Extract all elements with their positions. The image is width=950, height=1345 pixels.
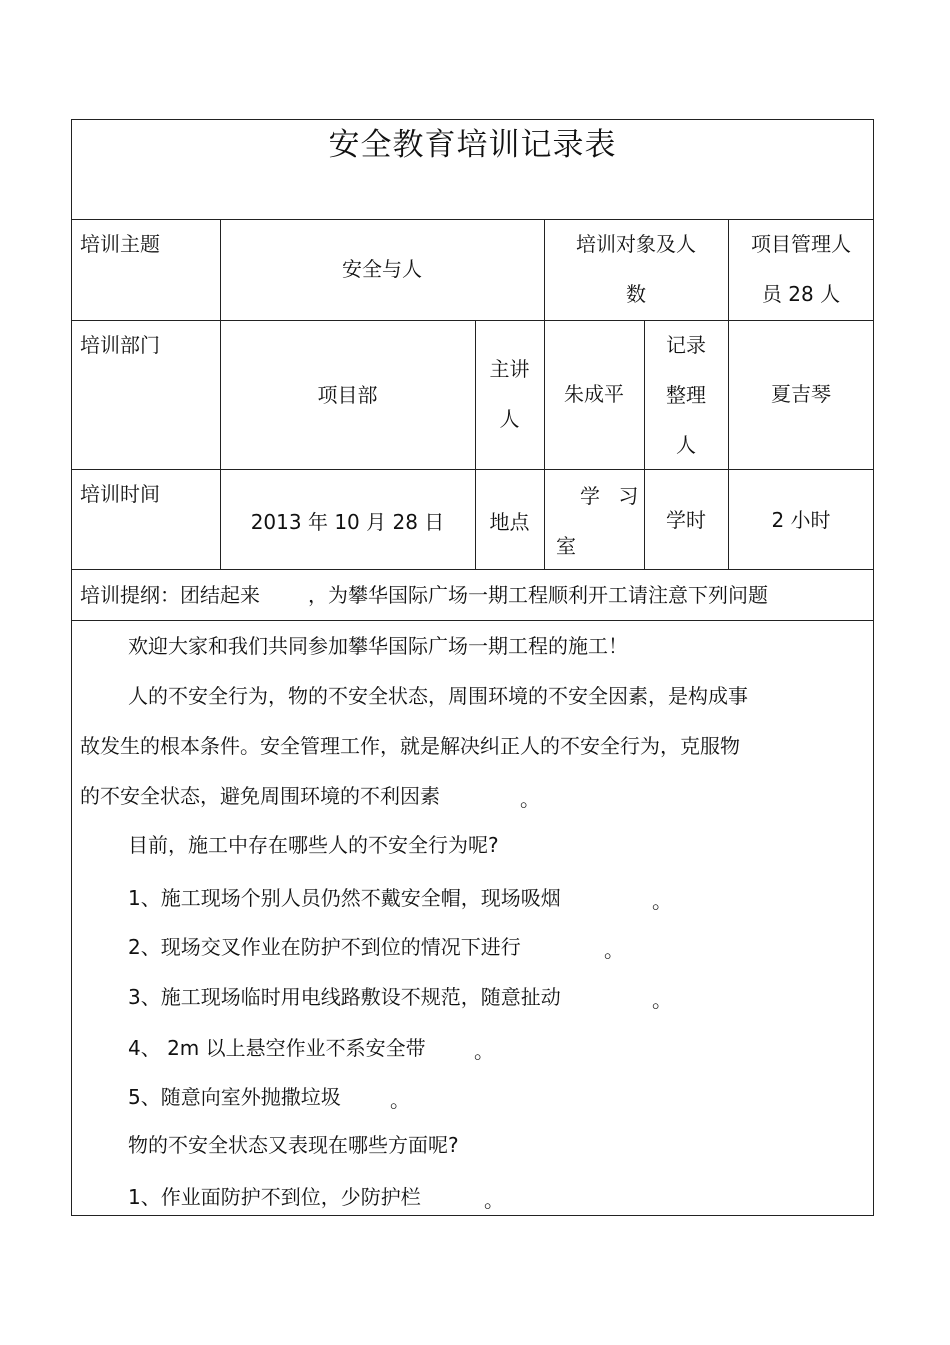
question-heading: 目前，施工中存在哪些人的不安全行为呢?	[128, 833, 499, 857]
dept-value: 项目部	[317, 383, 378, 407]
page-title: 安全教育培训记录表	[328, 127, 617, 163]
place-value-line2: 室	[556, 534, 576, 558]
row-divider	[71, 620, 874, 621]
recorder-label-line2: 整理	[666, 383, 706, 407]
list-item: 5、随意向室外抛撒垃圾	[128, 1085, 341, 1109]
target-value-line1: 项目管理人	[751, 232, 851, 256]
paragraph-line: 故发生的根本条件。安全管理工作，就是解决纠正人的不安全行为，克服物	[80, 734, 740, 758]
outline-label: 培训提纲：团结起来	[80, 583, 260, 607]
row-divider	[71, 469, 874, 470]
topic-value: 安全与人	[342, 257, 422, 281]
col-divider	[544, 320, 545, 569]
list-item-end: 。	[652, 889, 672, 913]
row-divider	[71, 320, 874, 321]
list-item-end: 。	[604, 938, 624, 962]
time-label: 培训时间	[80, 482, 160, 506]
list-item-end: 。	[474, 1039, 494, 1063]
list-item-end: 。	[484, 1188, 504, 1212]
recorder-value: 夏吉琴	[771, 382, 831, 406]
lecturer-label-line2: 人	[499, 407, 520, 431]
lecturer-value: 朱成平	[564, 382, 624, 406]
question-heading: 物的不安全状态又表现在哪些方面呢?	[128, 1133, 459, 1157]
paragraph-line: 的不安全状态，避免周围环境的不利因素	[80, 784, 440, 808]
paragraph-end: 。	[520, 787, 540, 811]
outline-text: ，为攀华国际广场一期工程顺利开工请注意下列问题	[308, 583, 768, 607]
place-label: 地点	[489, 510, 530, 534]
list-item: 1、作业面防护不到位，少防护栏	[128, 1185, 421, 1209]
list-item: 4、 2m 以上悬空作业不系安全带	[128, 1036, 426, 1060]
lecturer-label-line1: 主讲	[489, 357, 530, 381]
welcome-text: 欢迎大家和我们共同参加攀华国际广场一期工程的施工！	[128, 634, 628, 658]
hours-value: 2 小时	[771, 508, 831, 532]
row-divider	[71, 219, 874, 220]
target-label-line2: 数	[626, 282, 646, 306]
recorder-label-line1: 记录	[666, 333, 706, 357]
topic-label: 培训主题	[80, 232, 160, 256]
list-item: 1、施工现场个别人员仍然不戴安全帽，现场吸烟	[128, 886, 561, 910]
recorder-label-line3: 人	[676, 433, 696, 457]
list-item-end: 。	[652, 988, 672, 1012]
row-divider	[71, 569, 874, 570]
hours-label: 学时	[666, 508, 706, 532]
place-value-line1: 学 习	[580, 484, 639, 508]
time-value: 2013 年 10 月 28 日	[250, 510, 445, 534]
list-item-end: 。	[390, 1088, 410, 1112]
target-label-line1: 培训对象及人	[576, 232, 696, 256]
dept-label: 培训部门	[80, 333, 160, 357]
target-value-line2: 员 28 人	[761, 282, 841, 306]
paragraph-line: 人的不安全行为，物的不安全状态，周围环境的不安全因素，是构成事	[128, 684, 748, 708]
list-item: 2、现场交叉作业在防护不到位的情况下进行	[128, 935, 521, 959]
list-item: 3、施工现场临时用电线路敷设不规范，随意扯动	[128, 985, 561, 1009]
